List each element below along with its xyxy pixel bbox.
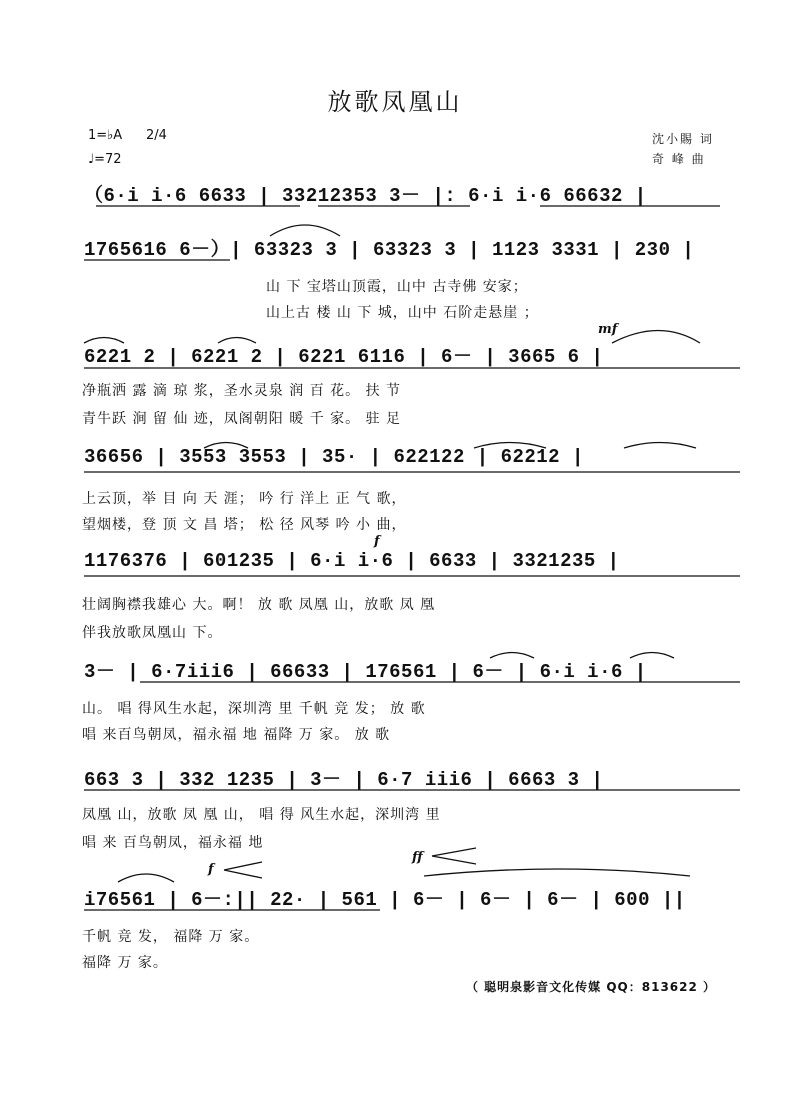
lyric-line-8-verse-1: 千帆 竞 发， 福降 万 家。 <box>82 929 260 945</box>
slur-mark <box>612 331 700 344</box>
score-line-1: （6·i i·6 6633 | 33212353 3－ |: 6·i i·6 66632 | <box>84 185 647 207</box>
lyricist-credit: 沈小賜 词 <box>652 132 714 146</box>
lyric-line-4-verse-1: 上云顶，举 目 向 天 涯； 吟 行 洋上 正 气 歌， <box>82 491 407 507</box>
lyric-line-6-verse-1: 山。 唱 得风生水起，深圳湾 里 千帆 竞 发； 放 歌 <box>82 701 426 717</box>
time-signature: 2/4 <box>146 128 167 143</box>
tempo-marking: ♩=72 <box>88 152 122 167</box>
dynamic-f-1: f <box>374 534 380 549</box>
dynamic-ff: ff <box>412 850 423 865</box>
score-line-5: 1176376 | 601235 | 6·i i·6 | 6633 | 3321235 | <box>84 550 620 572</box>
slur-mark <box>490 653 534 659</box>
lyric-line-3-verse-2: 青牛跃 涧 留 仙 迹，凤阁朝阳 暖 千 家。 驻 足 <box>82 411 402 427</box>
lyric-line-8-verse-2: 福降 万 家。 <box>82 955 168 971</box>
lyric-line-7-verse-1: 凤凰 山，放歌 凤 凰 山， 唱 得 风生水起，深圳湾 里 <box>82 807 441 823</box>
score-line-8: i76561 | 6－:|| 22· | 561 | 6－ | 6－ | 6－ | 600 || <box>84 889 686 911</box>
crescendo-hairpin <box>224 862 262 878</box>
lyric-line-3-verse-1: 净瓶洒 露 滴 琼 浆，圣水灵泉 润 百 花。 扶 节 <box>82 383 402 399</box>
crescendo-hairpin <box>432 848 476 864</box>
lyric-line-2-verse-2: 山上古 楼 山 下 城，山中 石阶走悬崖 ； <box>266 305 539 321</box>
score-line-3: 6221 2 | 6221 2 | 6221 6116 | 6－ | 3665 6 | <box>84 346 604 368</box>
lyric-line-4-verse-2: 望烟楼，登 顶 文 昌 塔； 松 径 风琴 吟 小 曲， <box>82 517 407 533</box>
composer-credit: 奇 峰 曲 <box>652 152 706 166</box>
lyric-line-5-verse-2: 伴我放歌凤凰山 下。 <box>82 625 223 641</box>
lyric-line-5-verse-1: 壮阔胸襟我雄心 大。啊！ 放 歌 凤凰 山，放歌 凤 凰 <box>82 597 436 613</box>
song-title: 放歌凤凰山 <box>327 88 463 116</box>
lyric-line-2-verse-1: 山 下 宝塔山顶霞，山中 古寺佛 安家； <box>266 279 528 295</box>
slur-mark <box>474 443 546 449</box>
score-line-4: 36656 | 3553 3553 | 35· | 622122 | 62212 | <box>84 446 584 468</box>
publisher-credit: （ 聪明泉影音文化传媒 QQ：813622 ） <box>466 980 717 994</box>
slur-mark <box>630 653 674 659</box>
dynamic-f-2: f <box>208 862 214 877</box>
lyric-line-6-verse-2: 唱 来百鸟朝凤，福永福 地 福降 万 家。 放 歌 <box>82 727 391 743</box>
slur-mark <box>118 874 174 882</box>
slur-mark <box>204 443 248 449</box>
lyric-line-7-verse-2: 唱 来 百鸟朝凤，福永福 地 <box>82 835 264 851</box>
slur-mark <box>624 443 696 449</box>
score-line-7: 663 3 | 332 1235 | 3－ | 6·7 iii6 | 6663 3 | <box>84 769 604 791</box>
slur-mark <box>218 338 256 344</box>
key-signature: 1=♭A <box>88 128 123 143</box>
score-line-2: 1765616 6－）| 63323 3 | 63323 3 | 1123 3331 | 230 | <box>84 239 695 261</box>
slur-mark <box>270 225 340 236</box>
dynamic-mf: mf <box>598 322 618 337</box>
slur-mark <box>424 869 690 876</box>
slur-mark <box>84 338 124 344</box>
score-line-6: 3－ | 6·7iii6 | 66633 | 176561 | 6－ | 6·i i·6 | <box>84 661 647 683</box>
